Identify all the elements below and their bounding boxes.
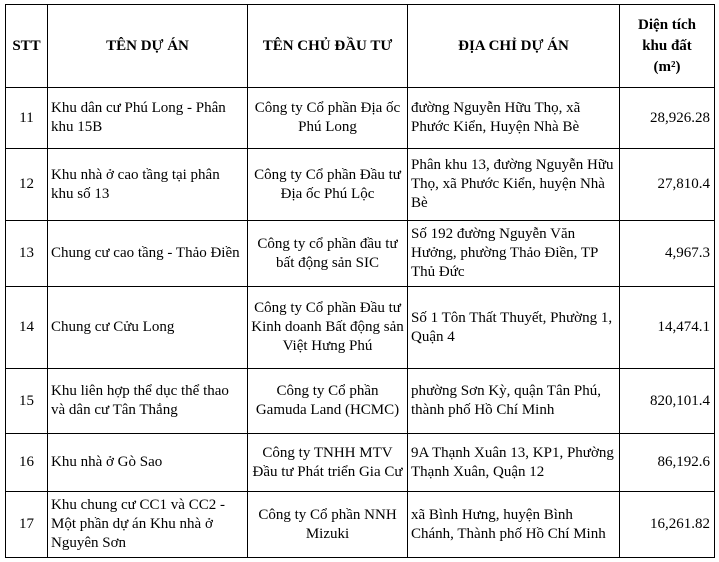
cell-project-name: Khu chung cư CC1 và CC2 - Một phần dự án Khu nhà ở Nguyên Sơn [48,492,248,558]
cell-stt: 11 [6,88,48,149]
header-investor: TÊN CHỦ ĐẦU TƯ [248,5,408,88]
cell-area: 14,474.1 [620,287,715,369]
cell-area: 820,101.4 [620,369,715,434]
projects-table [5,4,715,558]
cell-address: đường Nguyễn Hữu Thọ, xã Phước Kiển, Huyện Nhà Bè [408,88,620,149]
cell-project-name: Khu liên hợp thể dục thể thao và dân cư Tân Thắng [48,369,248,434]
cell-area: 4,967.3 [620,221,715,287]
cell-address: Phân khu 13, đường Nguyễn Hữu Thọ, xã Phước Kiển, huyện Nhà Bè [408,149,620,221]
table-row [6,149,715,221]
header-project-name: TÊN DỰ ÁN [48,5,248,88]
cell-area: 16,261.82 [620,492,715,558]
cell-area: 27,810.4 [620,149,715,221]
cell-investor: Công ty TNHH MTV Đầu tư Phát triển Gia Cư [248,434,408,492]
table-row [6,88,715,149]
header-area-line2: khu đất [642,37,692,54]
cell-area: 86,192.6 [620,434,715,492]
cell-stt: 12 [6,149,48,221]
header-area-unit: (m²) [653,58,681,75]
cell-stt: 17 [6,492,48,558]
cell-address: 9A Thạnh Xuân 13, KP1, Phường Thạnh Xuân, Quận 12 [408,434,620,492]
cell-stt: 16 [6,434,48,492]
table-row [6,434,715,492]
cell-investor: Công ty Cổ phần Địa ốc Phú Long [248,88,408,149]
cell-address: xã Bình Hưng, huyện Bình Chánh, Thành phố Hồ Chí Minh [408,492,620,558]
table-row [6,287,715,369]
cell-stt: 13 [6,221,48,287]
cell-investor: Công ty cổ phần đầu tư bất động sản SIC [248,221,408,287]
table-row [6,369,715,434]
cell-project-name: Khu nhà ở cao tầng tại phân khu số 13 [48,149,248,221]
cell-address: Số 192 đường Nguyễn Văn Hưởng, phường Thảo Điền, TP Thủ Đức [408,221,620,287]
header-area-line1: Diện tích [638,16,696,33]
cell-address: Số 1 Tôn Thất Thuyết, Phường 1, Quận 4 [408,287,620,369]
cell-project-name: Chung cư cao tầng - Thảo Điền [48,221,248,287]
table-row [6,492,715,558]
cell-investor: Công ty Cổ phần Đầu tư Địa ốc Phú Lộc [248,149,408,221]
cell-stt: 14 [6,287,48,369]
cell-investor: Công ty Cổ phần Đầu tư Kinh doanh Bất động sản Việt Hưng Phú [248,287,408,369]
cell-project-name: Chung cư Cửu Long [48,287,248,369]
header-address: ĐỊA CHỈ DỰ ÁN [408,5,620,88]
header-area [620,5,715,88]
cell-project-name: Khu nhà ở Gò Sao [48,434,248,492]
table-row [6,221,715,287]
cell-address: phường Sơn Kỳ, quận Tân Phú, thành phố Hồ Chí Minh [408,369,620,434]
cell-investor: Công ty Cổ phần Gamuda Land (HCMC) [248,369,408,434]
cell-area: 28,926.28 [620,88,715,149]
cell-stt: 15 [6,369,48,434]
header-row [6,5,715,88]
header-stt: STT [6,5,48,88]
cell-project-name: Khu dân cư Phú Long - Phân khu 15B [48,88,248,149]
cell-investor: Công ty Cổ phần NNH Mizuki [248,492,408,558]
